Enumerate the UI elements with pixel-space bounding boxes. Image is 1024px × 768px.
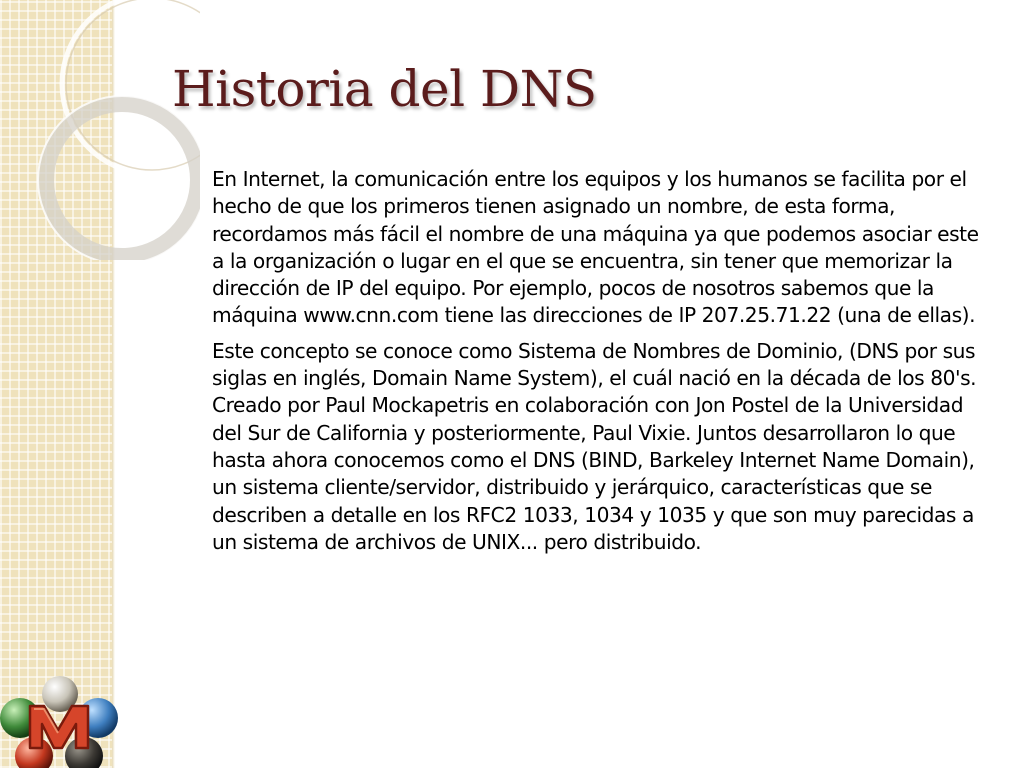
body-paragraph: En Internet, la comunicación entre los equipos y los humanos se facilita por el hecho de que los primeros tienen asignado un nombre, de esta forma, recordamos más fácil el nombre de una máquina ya que podemos asociar este a la organización o lugar en el que se encuentra, sin tener que memorizar la dirección de IP del equipo. Por ejemplo, pocos de nosotros sabemos que la máquina www.cnn.com tiene las direcciones de IP 207.25.71.22 (una de ellas).: [212, 167, 979, 328]
body-paragraph: Este concepto se conoce como Sistema de Nombres de Dominio, (DNS por sus siglas en inglés, Domain Name System), el cuál nació en la década de los 80's. Creado por Paul Mockapetris en colaboración con Jon Postel de la Universidad del Sur de California y posteriormente, Paul Vixie. Juntos desarrollaron lo que hasta ahora conocemos como el DNS (BIND, Barkeley Internet Name Domain), un sistema cliente/servidor, distribuido y jerárquico, características que se describen a detalle en los RFC2 1033, 1034 y 1035 y que son muy parecidas a un sistema de archivos de UNIX... pero distribuido.: [212, 338, 977, 554]
ring-decoration: [0, 0, 200, 260]
slide-title: Historia del DNS: [172, 60, 597, 118]
magic-logo-icon: [0, 676, 122, 768]
slide-body: [212, 166, 994, 564]
